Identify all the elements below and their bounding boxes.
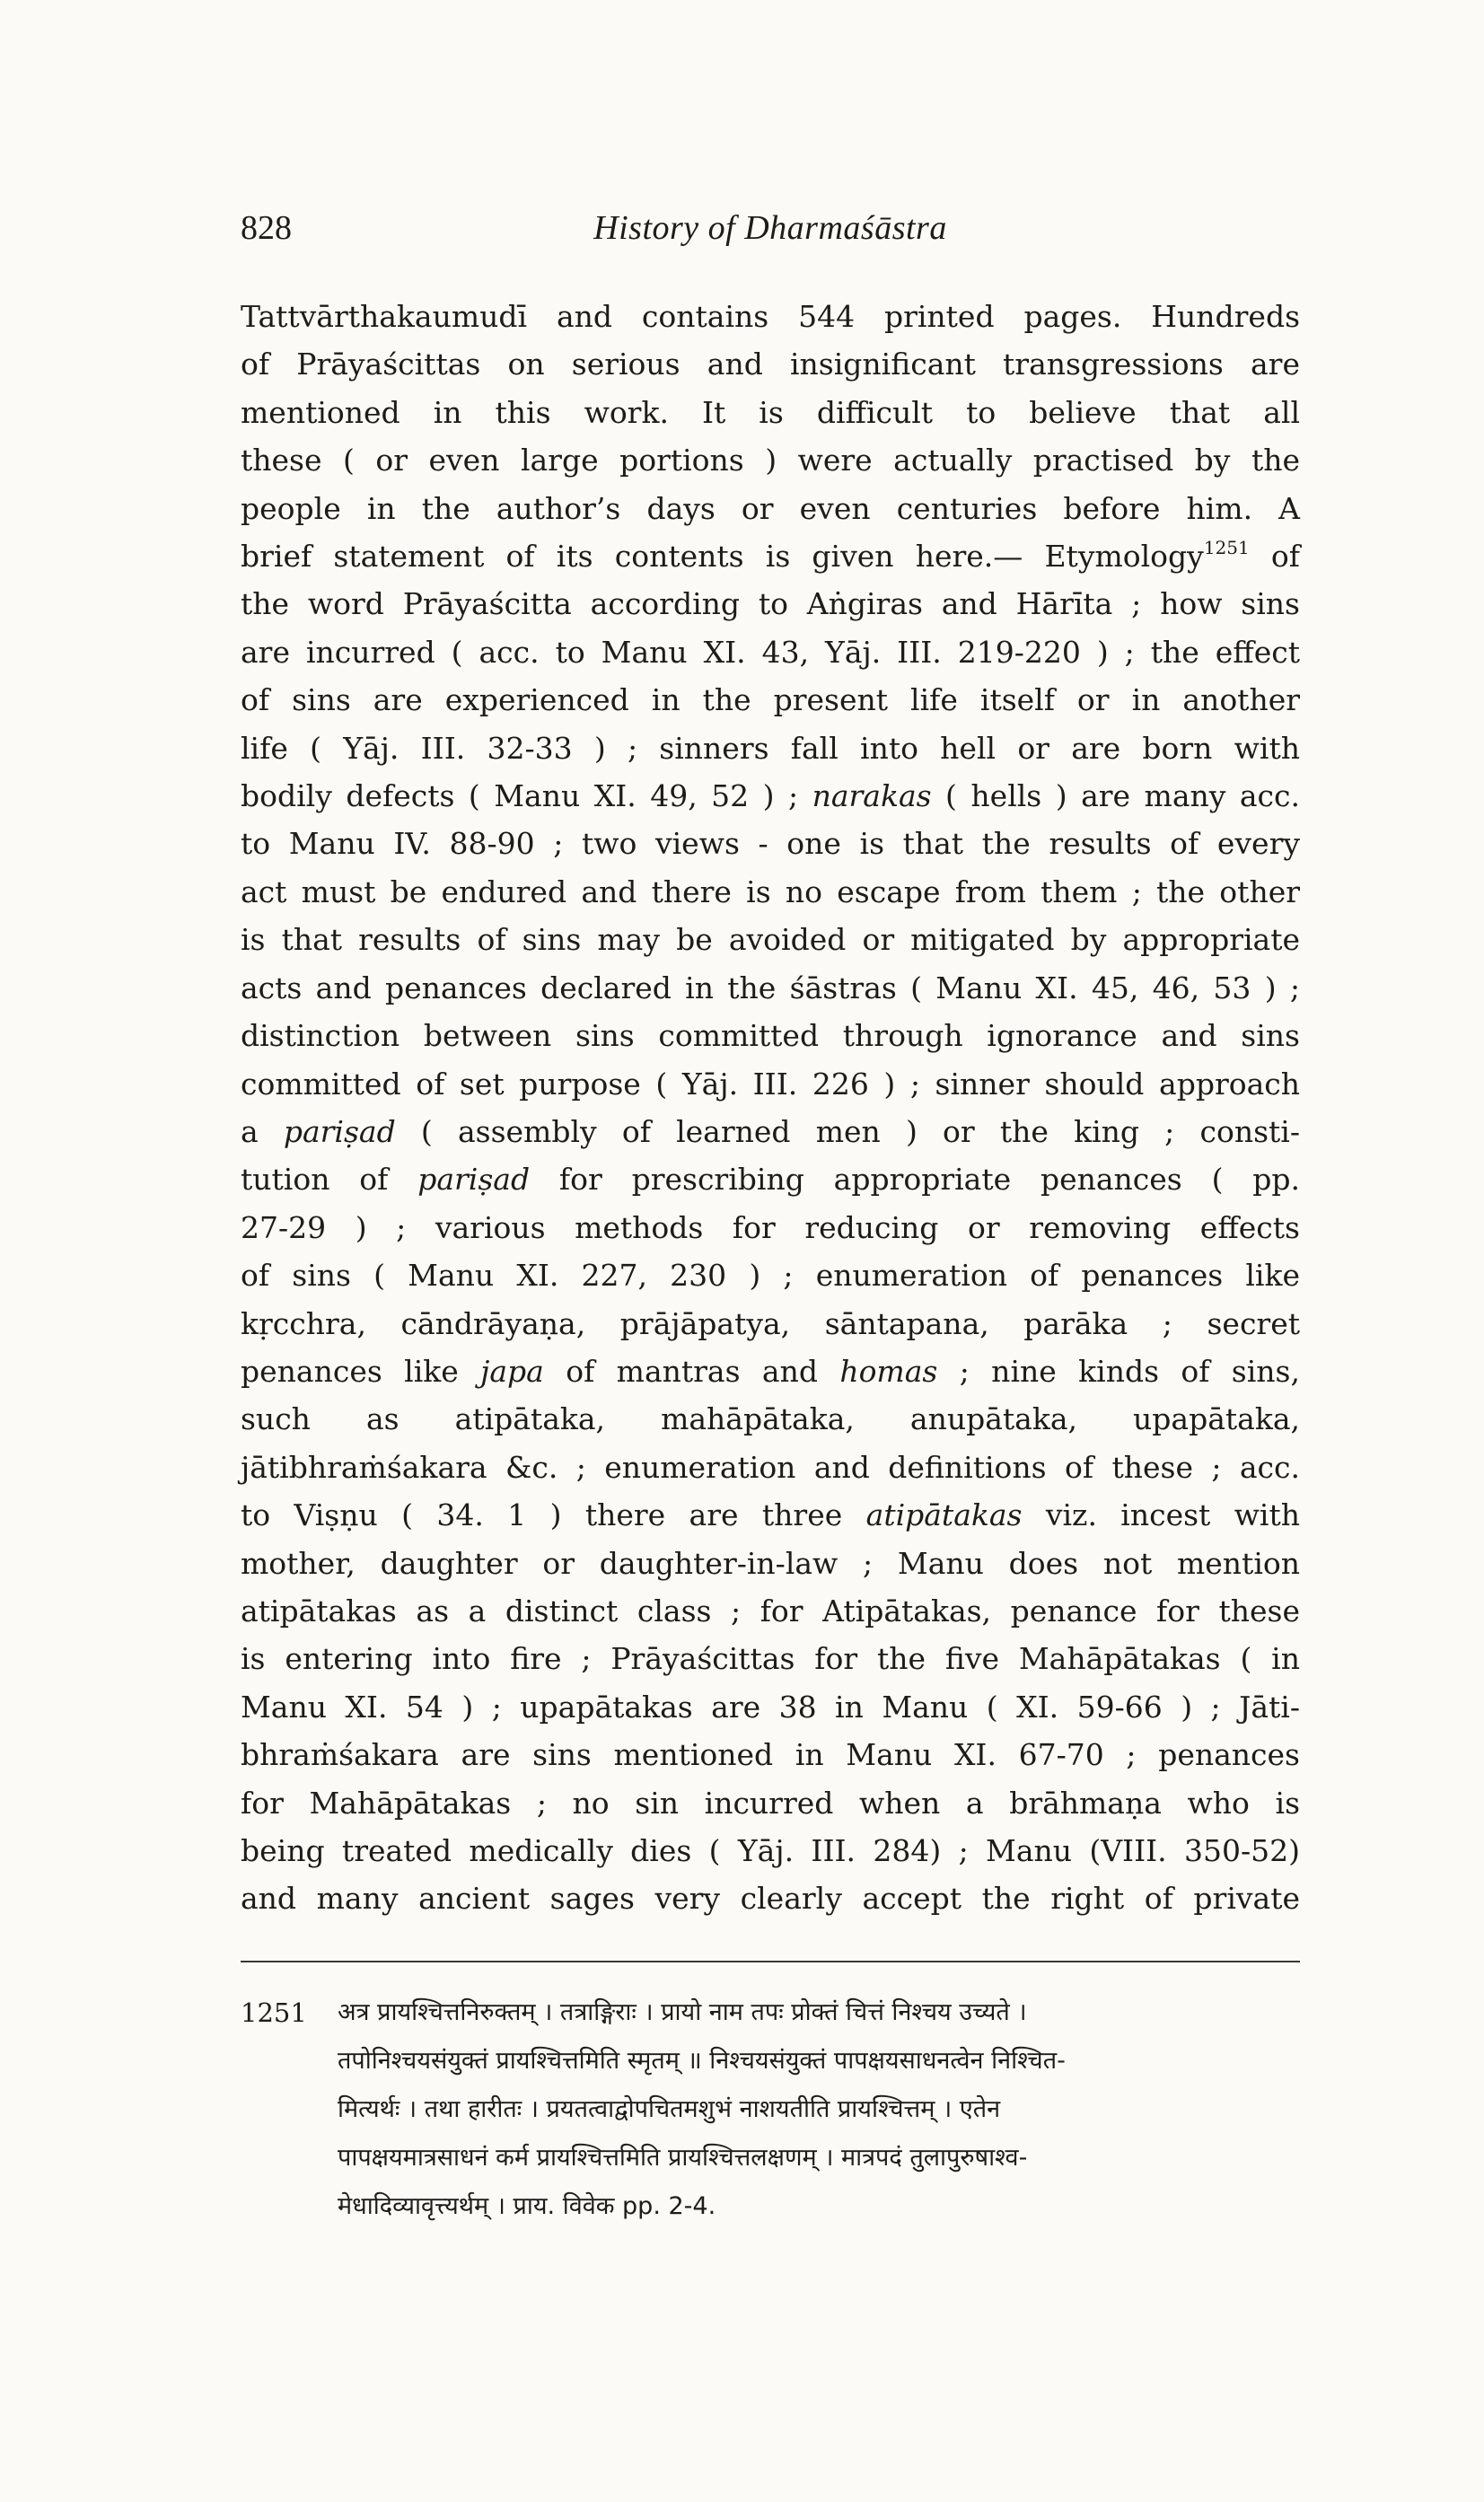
footnote-line: तपोनिश्चयसंयुक्तं प्रायश्चित्तमिति स्मृतम् ॥ निश्चयसंयुक्तं पापक्षयसाधनत्वेन निश्चित-: [338, 2047, 1066, 2075]
text-line: bhraṁśakara are sins mentioned in Manu XI. 67-70 ; penances: [241, 1737, 1300, 1773]
text-line: mentioned in this work. It is difficult to believe that all: [241, 394, 1300, 430]
text-segment: of mantras and: [543, 1353, 840, 1389]
text-line: mother, daughter or daughter-in-law ; Manu does not mention: [241, 1545, 1300, 1581]
text-line: these ( or even large portions ) were actually practised by the: [241, 443, 1300, 478]
text-line: are incurred ( acc. to Manu XI. 43, Yāj. III. 219-220 ) ; the effect: [241, 634, 1300, 670]
running-title: History of Dharmaśāstra: [593, 209, 947, 247]
text-line: such as atipātaka, mahāpātaka, anupātaka, upapātaka,: [241, 1401, 1300, 1437]
text-line: jātibhraṁśakara &c. ; enumeration and definitions of these ; acc.: [241, 1449, 1300, 1485]
footnote-reference: 1251: [1203, 537, 1250, 559]
running-head: [241, 208, 1300, 255]
text-segment: to Viṣṇu ( 34. 1 ) there are three: [241, 1497, 866, 1533]
text-line: being treated medically dies ( Yāj. III. 284) ; Manu (VIII. 350-52): [241, 1833, 1300, 1868]
text-line: kṛcchra, cāndrāyaṇa, prājāpatya, sāntapana, parāka ; secret: [241, 1305, 1300, 1341]
text-segment: a: [241, 1113, 284, 1149]
text-line: and many ancient sages very clearly accept the right of private: [241, 1881, 1300, 1917]
footnote-divider: [241, 1961, 1300, 1962]
page-number: 828: [241, 209, 292, 247]
footnote: [241, 1988, 1300, 2231]
text-segment: penances like: [241, 1353, 481, 1389]
italic-term: narakas: [812, 778, 932, 814]
text-line: life ( Yāj. III. 32-33 ) ; sinners fall into hell or are born with: [241, 730, 1300, 766]
italic-term: atipātakas: [865, 1497, 1023, 1533]
body-text: [241, 293, 1300, 1923]
text-line: the word Prāyaścitta according to Aṅgiras and Hārīta ; how sins: [241, 586, 1300, 622]
text-line: distinction between sins committed through ignorance and sins: [241, 1018, 1300, 1054]
text-segment: viz. incest with: [1022, 1497, 1301, 1533]
footnote-line: अत्र प्रायश्चित्तनिरुक्तम् । तत्राङ्गिराः । प्रायो नाम तपः प्रोक्तं चित्तं निश्चय उच्यते ।: [338, 1998, 1027, 2026]
text-line: Tattvārthakaumudī and contains 544 printed pages. Hundreds: [241, 299, 1300, 334]
footnote-number: 1251: [241, 1997, 307, 2028]
text-line: of sins are experienced in the present life itself or in another: [241, 682, 1300, 718]
text-line: Manu XI. 54 ) ; upapātakas are 38 in Manu ( XI. 59-66 ) ; Jāti-: [241, 1689, 1300, 1725]
text-line: act must be endured and there is no escape from them ; the other: [241, 874, 1300, 909]
text-line: [241, 1491, 1300, 1539]
text-segment: for prescribing appropriate penances ( pp.: [530, 1162, 1301, 1198]
text-line: [241, 772, 1300, 820]
italic-term: pariṣad: [417, 1162, 531, 1198]
text-segment: ( assembly of learned men ) or the king ; consti-: [395, 1113, 1300, 1149]
text-line: people in the author’s days or even centuries before him. A: [241, 490, 1300, 526]
italic-term: homas: [839, 1353, 938, 1389]
italic-term: japa: [480, 1353, 544, 1389]
italic-term: pariṣad: [283, 1113, 396, 1149]
text-segment: tution of: [241, 1162, 418, 1198]
text-line: 27-29 ) ; various methods for reducing or removing effects: [241, 1209, 1300, 1245]
text-line: of sins ( Manu XI. 227, 230 ) ; enumeration of penances like: [241, 1258, 1300, 1294]
text-line: to Manu IV. 88-90 ; two views - one is that the results of every: [241, 826, 1300, 862]
text-segment: ( hells ) are many acc.: [931, 778, 1300, 814]
text-line: is that results of sins may be avoided or mitigated by appropriate: [241, 922, 1300, 958]
text-line: committed of set purpose ( Yāj. III. 226 ) ; sinner should approach: [241, 1066, 1300, 1102]
text-line: for Mahāpātakas ; no sin incurred when a brāhmaṇa who is: [241, 1785, 1300, 1821]
text-line: acts and penances declared in the śāstras ( Manu XI. 45, 46, 53 ) ;: [241, 970, 1300, 1005]
text-segment: bodily defects ( Manu XI. 49, 52 ) ;: [241, 778, 812, 814]
text-line: atipātakas as a distinct class ; for Atipātakas, penance for these: [241, 1593, 1300, 1628]
footnote-line: मित्यर्थः । तथा हारीतः । प्रयतत्वाद्वोपचितमशुभं नाशयतीति प्रायश्चित्तम् । एतेन: [338, 2095, 1001, 2123]
text-line: [241, 1155, 1300, 1203]
text-line: of Prāyaścittas on serious and insignificant transgressions are: [241, 347, 1300, 382]
text-line: is entering into fire ; Prāyaścittas for the five Mahāpātakas ( in: [241, 1641, 1300, 1677]
text-line: [241, 1108, 1300, 1155]
text-segment: of: [1249, 539, 1300, 575]
text-segment: brief statement of its contents is given here.— Etymology: [241, 539, 1204, 575]
text-line: [241, 532, 1300, 580]
text-line: [241, 1348, 1300, 1395]
footnote-line: मेधादिव्यावृत्त्यर्थम् । प्राय. विवेक pp. 2-4.: [338, 2192, 716, 2220]
footnote-line: पापक्षयमात्रसाधनं कर्म प्रायश्चित्तमिति प्रायश्चित्तलक्षणम् । मात्रपदं तुलापुरुषाश्व-: [338, 2144, 1028, 2172]
text-segment: ; nine kinds of sins,: [937, 1353, 1300, 1389]
